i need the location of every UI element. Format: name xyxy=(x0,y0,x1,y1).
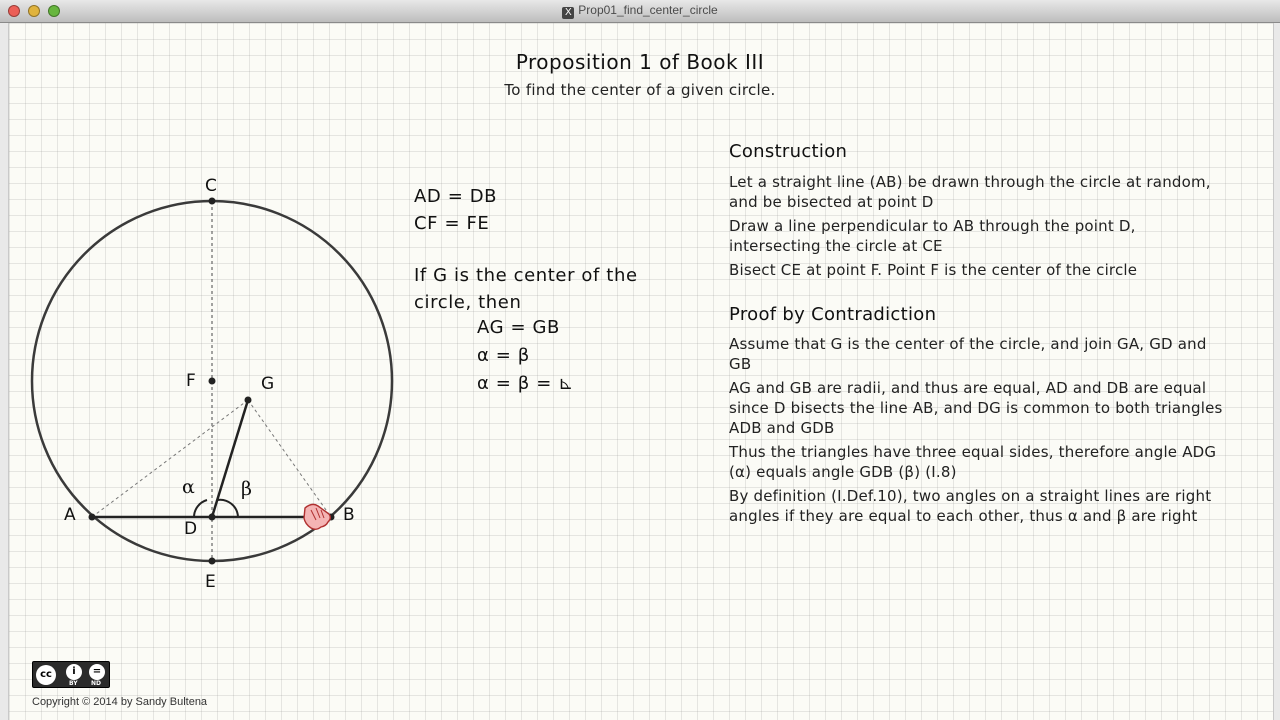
proof-step-4: By definition (I.Def.10), two angles on a straight lines are right angles if they are equal to each other, thus α and β are right xyxy=(729,487,1212,525)
license-nd-label: ND xyxy=(91,680,102,687)
angle-beta-arc xyxy=(217,500,238,517)
construction-step-2: Draw a line perpendicular to AB through the point D, intersecting the circle at CE xyxy=(729,217,1136,255)
copyright-text: Copyright © 2014 by Sandy Bultena xyxy=(32,696,208,708)
proof-step-3: Thus the triangles have three equal sides, therefore angle ADG (α) equals angle GDB (β) (I.8) xyxy=(729,443,1217,481)
proof-step-1: Assume that G is the center of the circle, and join GA, GD and GB xyxy=(729,335,1207,373)
x11-app-icon: X xyxy=(562,7,574,19)
label-d: D xyxy=(184,519,198,539)
cc-license-badge[interactable] xyxy=(32,661,110,688)
point-g xyxy=(245,397,252,404)
construction-heading: Construction xyxy=(729,141,848,162)
label-g: G xyxy=(261,374,275,394)
license-by-label: BY xyxy=(69,680,78,687)
point-f xyxy=(209,378,216,385)
label-c: C xyxy=(205,176,217,196)
construction-step-1: Let a straight line (AB) be drawn through the circle at random, and be bisected at point D xyxy=(729,173,1211,211)
pointer-hand-icon xyxy=(304,504,330,529)
label-b: B xyxy=(343,505,355,525)
label-beta: β xyxy=(241,478,252,500)
label-f: F xyxy=(186,371,196,391)
page-subtitle: To find the center of a given circle. xyxy=(504,81,776,99)
label-e: E xyxy=(205,572,216,592)
if-g-center-text: If G is the center of the circle, then xyxy=(414,265,638,313)
equality-cf-fe: CF = FE xyxy=(414,213,490,234)
page-title: Proposition 1 of Book III xyxy=(515,50,765,74)
point-d xyxy=(209,514,216,521)
equality-ad-db: AD = DB xyxy=(414,186,498,207)
point-e xyxy=(209,558,216,565)
equality-ag-gb: AG = GB xyxy=(477,317,560,338)
construction-step-3: Bisect CE at point F. Point F is the center of the circle xyxy=(729,261,1138,279)
angle-alpha-arc xyxy=(194,500,207,517)
no-derivatives-icon: = xyxy=(89,664,105,680)
point-a xyxy=(89,514,96,521)
attribution-icon: i xyxy=(66,664,82,680)
proof-heading: Proof by Contradiction xyxy=(729,304,937,325)
equality-alpha-beta: α = β xyxy=(477,345,530,366)
cc-icon: cc xyxy=(36,665,56,685)
label-alpha: α xyxy=(182,476,195,498)
window-title-text: Prop01_find_center_circle xyxy=(578,3,718,17)
line-gb xyxy=(248,400,331,517)
equality-right-angle: α = β = ⊾ xyxy=(477,373,574,394)
proof-step-2: AG and GB are radii, and thus are equal, AD and DB are equal since D bisects the line AB, and DG is common to both triangles ADB and GDB xyxy=(729,379,1223,437)
label-a: A xyxy=(64,505,76,525)
point-c xyxy=(209,198,216,205)
